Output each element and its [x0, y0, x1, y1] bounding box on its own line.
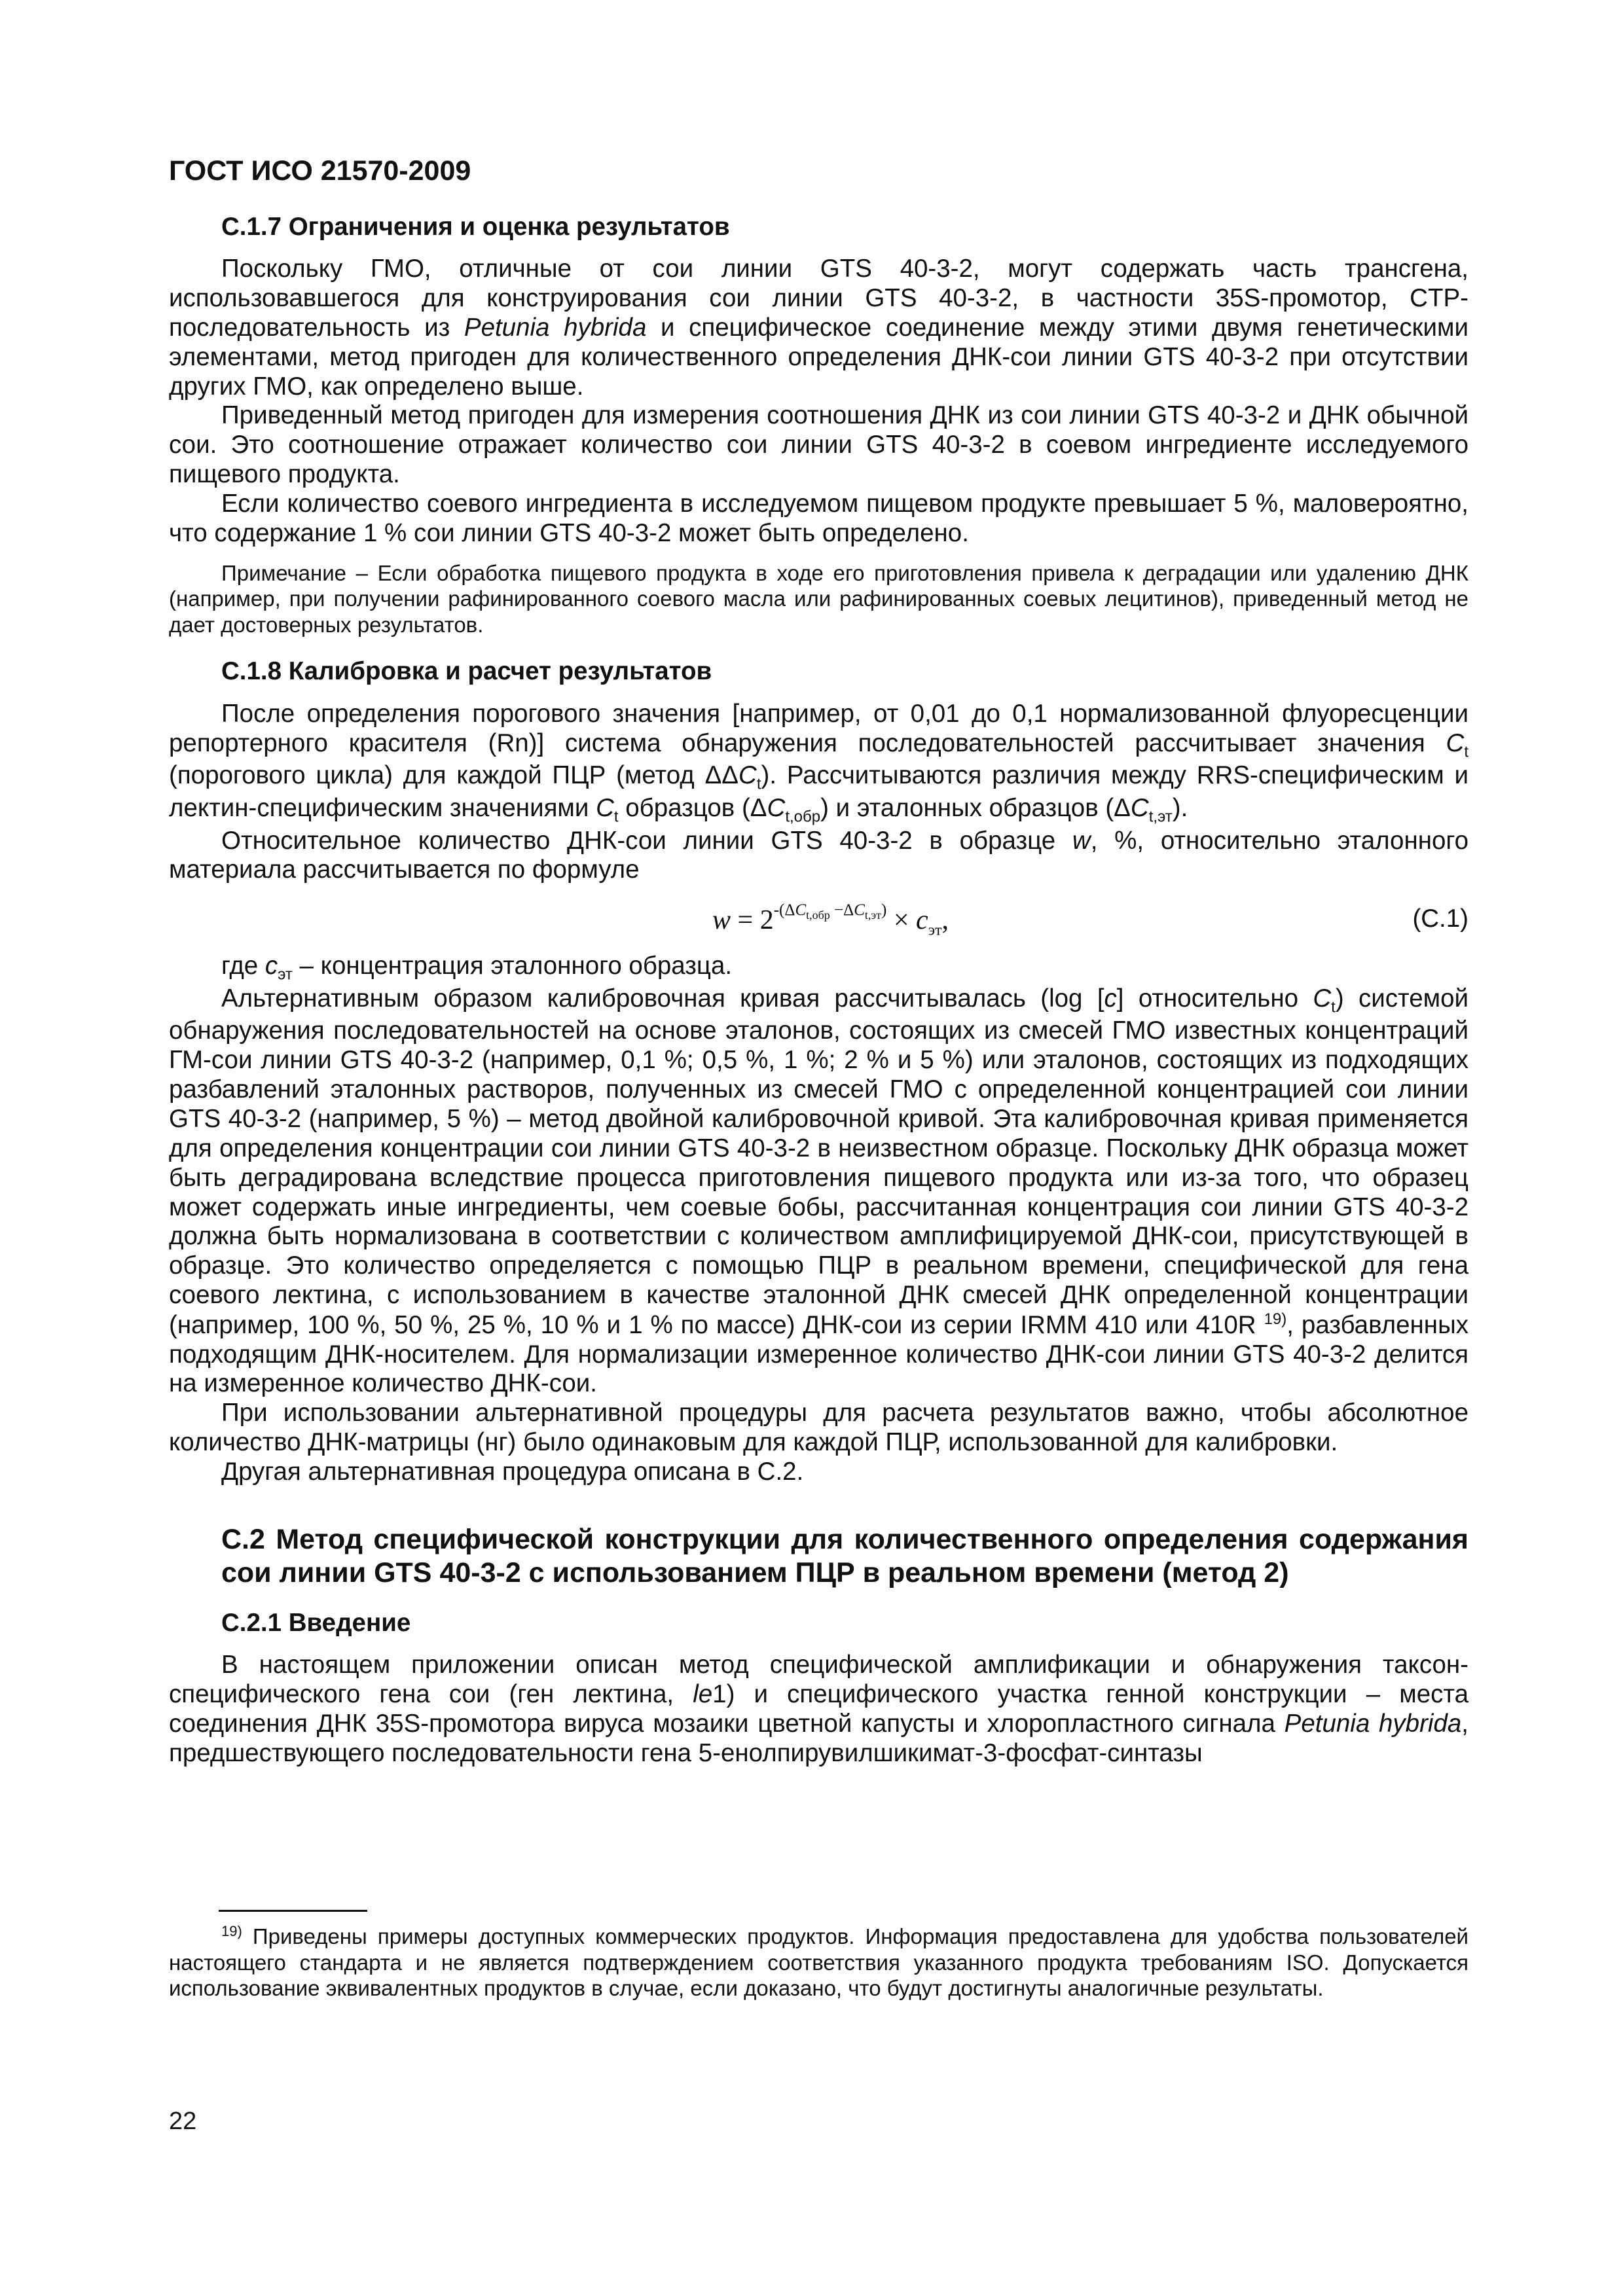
- ct-subscript: t: [756, 775, 761, 793]
- text-run: В настоящем приложении описан метод специфической амплификации и обнаружения таксон-специфического гена сои (ген лектина,: [169, 1651, 1468, 1709]
- section-c18-paragraph-2: [169, 827, 1468, 886]
- footnote-text: Приведены примеры доступных коммерческих продуктов. Информация предоставлена для удобства пользователей настоящего стандарта и не является подтверждением соответствия указанного продукта требованиям ISO. Допускается использование эквивалентных продуктов в случае, если доказано, что будут достигнуты аналогичные результаты.: [169, 1924, 1468, 2001]
- section-c17-paragraph-2: Приведенный метод пригоден для измерения соотношения ДНК из сои линии GTS 40-3-2 и ДНК обычной сои. Это соотношение отражает количество сои линии GTS 40-3-2 в соевом ингредиенте исследуемого пищевого продукта.: [169, 401, 1468, 489]
- text-run: Поскольку ГМО, отличные от сои линии GTS 40-3-2, могут содержать часть трансгена, использовавшегося для конструирования сои линии GTS 40-3-2, в частности 35S-промотор, CTP-последовательность из: [169, 255, 1468, 342]
- section-c18-paragraph-1: [169, 700, 1468, 827]
- section-c21-title: С.2.1 Введение: [221, 1609, 411, 1637]
- formula-lhs: w: [712, 905, 731, 936]
- formula-number: (С.1): [1412, 905, 1468, 933]
- ct-subscript: t,обр: [785, 808, 821, 826]
- footnote-reference[interactable]: 19): [1264, 1310, 1287, 1328]
- exponent-part: ): [881, 901, 887, 920]
- formula-legend: [169, 952, 1468, 984]
- text-run: Альтернативным образом калибровочная кривая рассчитывалась (log [: [221, 984, 1104, 1013]
- page-number: 22: [169, 2108, 197, 2135]
- c-subscript: эт: [278, 965, 293, 984]
- text-run: (порогового цикла) для каждой ПЦР (метод ΔΔ: [169, 761, 739, 790]
- text-run: ) и эталонных образцов (Δ: [820, 793, 1131, 822]
- formula-base: = 2: [731, 905, 774, 936]
- gene-name: le: [693, 1680, 713, 1709]
- text-run: – концентрация эталонного образца.: [292, 952, 733, 980]
- ct-symbol: C: [1313, 984, 1332, 1013]
- ct-symbol: C: [596, 793, 614, 822]
- c-symbol: c: [1104, 984, 1117, 1013]
- text-run: , предшествующего последовательности гена 5-енолпирувилшикимат-3-фосфат-синтазы: [169, 1709, 1468, 1767]
- ct-symbol: C: [1446, 728, 1465, 757]
- section-c17-paragraph-1: [169, 255, 1468, 401]
- exponent-ct: C: [795, 901, 807, 920]
- ct-subscript: t: [1464, 743, 1468, 761]
- section-c18-title: С.1.8 Калибровка и расчет результатов: [221, 657, 712, 686]
- w-symbol: w: [1072, 826, 1091, 855]
- formula-comma: ,: [941, 905, 949, 936]
- section-c18-paragraph-4: При использовании альтернативной процедуры для расчета результатов важно, чтобы абсолютное количество ДНК-матрицы (нг) было одинаковым для каждой ПЦР, использованной для калибровки.: [169, 1399, 1468, 1457]
- exponent-subscript: t,эт: [864, 908, 882, 922]
- exponent-ct: C: [854, 901, 865, 920]
- section-c21-paragraph-1: [169, 1651, 1468, 1768]
- text-run: и специфическое соединение между этими двумя генетическими элементами, метод пригоден для количественного определения ДНК-сои линии GTS 40-3-2 при отсутствии других ГМО, как определено выше.: [169, 313, 1469, 401]
- formula-times: ×: [886, 905, 917, 936]
- exponent-subscript: t,обр: [806, 908, 830, 922]
- ct-subscript: t: [613, 808, 619, 826]
- text-run: После определения порогового значения [например, от 0,01 до 0,1 нормализованной флуоресценции репортерного красителя (Rn)] система обнаружения последовательностей рассчитывает значения: [169, 699, 1468, 757]
- exponent-part: −Δ: [830, 901, 854, 920]
- footnote-number: 19): [221, 1923, 242, 1939]
- text-run: , разбавленных подходящим ДНК-носителем. Для нормализации измеренное количество ДНК-сои линии GTS 40-3-2 делится на измеренное количество ДНК-сои.: [169, 1310, 1468, 1398]
- footnote-divider: [219, 1910, 367, 1912]
- section-c18-paragraph-3: [169, 984, 1468, 1399]
- ct-symbol: C: [739, 761, 757, 790]
- ct-symbol: C: [767, 793, 786, 822]
- text-run: где: [221, 952, 265, 980]
- species-name: Petunia hybrida: [1284, 1709, 1462, 1738]
- text-run: образцов (Δ: [618, 793, 767, 822]
- ct-subscript: t,эт: [1148, 808, 1173, 826]
- section-c17-paragraph-3: Если количество соевого ингредиента в исследуемом пищевом продукте превышает 5 %, маловероятно, что содержание 1 % сои линии GTS 40-3-2 может быть определено.: [169, 490, 1468, 547]
- formula-expression: [712, 901, 949, 940]
- text-run: ). Рассчитываются различия между RRS-специфическим и лектин-специфическим значениями: [169, 761, 1468, 822]
- text-run: Относительное количество ДНК-сои линии GTS 40-3-2 в образце: [221, 826, 1072, 855]
- text-run: , %, относительно эталонного материала рассчитывается по формуле: [169, 826, 1469, 884]
- c-symbol: c: [264, 952, 278, 980]
- formula-c1: [169, 894, 1468, 946]
- section-c17-title: С.1.7 Ограничения и оценка результатов: [221, 213, 730, 241]
- footnote-19: [169, 1923, 1468, 2001]
- section-c2-title: С.2 Метод специфической конструкции для количественного определения содержания сои линии GTS 40-3-2 с использованием ПЦР в реальном времени (метод 2): [221, 1523, 1468, 1589]
- section-c18-paragraph-5: Другая альтернативная процедура описана в С.2.: [221, 1457, 804, 1486]
- page-body: [169, 213, 1468, 1768]
- text-run: ) системой обнаружения последовательностей на основе эталонов, состоящих из смесей ГМО известных концентраций ГМ-сои линии GTS 40-3-2 (например, 0,1 %; 0,5 %, 1 %; 2 % и 5 %) или эталонов, состоящих из подходящих разбавлений эталонных растворов, полученных из смесей ГМО с определенной концентрацией сои линии GTS 40-3-2 (например, 5 %) – метод двойной калибровочной кривой. Эта калибровочная кривая применяется для определения концентрации сои линии GTS 40-3-2 в неизвестном образце. Поскольку ДНК образца может быть деградирована вследствие процесса приготовления пищевого продукта или из-за того, что образец может содержать иные ингредиенты, чем соевые бобы, рассчитанная концентрация сои линии GTS 40-3-2 должна быть нормализована в соответствии с количеством амплифицируемой ДНК-сои, присутствующей в образце. Это количество определяется с помощью ПЦР в реальном времени, специфической для гена соевого лектина, с использованием в качестве эталонной ДНК смесей ДНК определенной концентрации (например, 100 %, 50 %, 25 %, 10 % и 1 % по массе) ДНК-сои из серии IRMM 410 или 410R: [169, 984, 1469, 1339]
- ct-subscript: t: [1331, 998, 1336, 1016]
- species-name: Petunia hybrida: [464, 313, 647, 342]
- text-run: ] относительно: [1116, 984, 1313, 1013]
- formula-c-subscript: эт: [928, 922, 942, 939]
- standard-header: ГОСТ ИСО 21570-2009: [169, 155, 471, 187]
- formula-exponent: [773, 901, 887, 922]
- section-c17-note: Примечание – Если обработка пищевого продукта в ходе его приготовления привела к деградации или удалению ДНК (например, при получении рафинированного соевого масла или рафинированных соевых лецитинов), приведенный метод не дает достоверных результатов.: [169, 560, 1468, 637]
- exponent-part: -(Δ: [773, 901, 795, 920]
- text-run: ).: [1172, 793, 1188, 822]
- text-run: 1) и специфического участка генной конструкции – места соединения ДНК 35S-промотора вируса мозаики цветной капусты и хлоропластного сигнала: [169, 1680, 1468, 1738]
- ct-symbol: C: [1130, 793, 1149, 822]
- formula-c: c: [916, 905, 928, 936]
